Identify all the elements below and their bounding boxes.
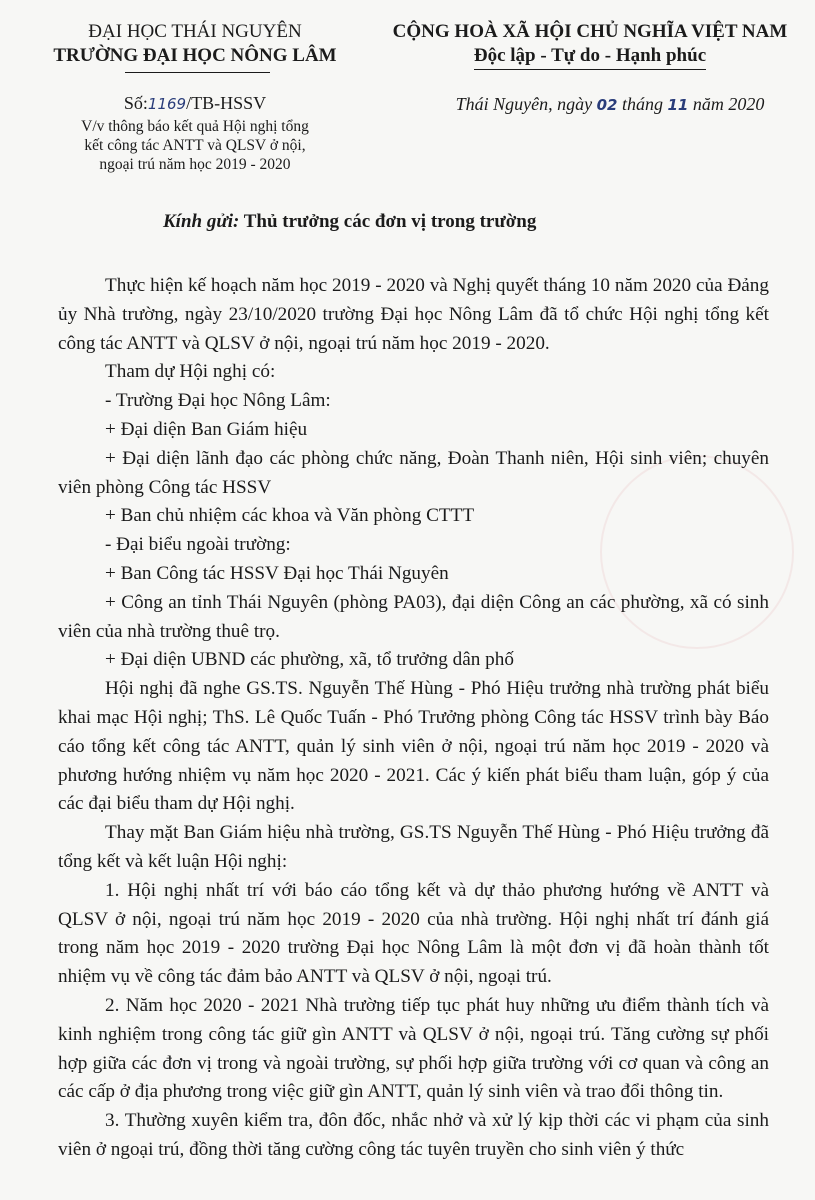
paragraph: 1. Hội nghị nhất trí với báo cáo tổng kết và dự thảo phương hướng về ANTT và QLSV ở nội, ngoại trú năm học 2019 - 2020 của nhà trường. Hội nghị nhất trí đánh giá trong năm học 2019 - 2020 trường Đại học Nông Lâm là một đơn vị đã hoàn thành tốt nhiệm vụ về công tác đảm bảo ANTT và QLSV ở nội, ngoại trú. — [58, 879, 769, 988]
salutation-recipient: Thủ trưởng các đơn vị trong trường — [239, 211, 537, 232]
handwritten-month: 11 — [667, 96, 689, 114]
issuing-org: TRƯỜNG ĐẠI HỌC NÔNG LÂM — [53, 45, 337, 66]
place-and-date: Thái Nguyên, ngày 02 tháng 11 năm 2020 — [455, 94, 765, 114]
national-motto: Độc lập - Tự do - Hạnh phúc — [474, 44, 706, 70]
paragraph: + Ban chủ nhiệm các khoa và Văn phòng CTTT — [105, 505, 475, 527]
national-title: CỘNG HOÀ XÃ HỘI CHỦ NGHĨA VIỆT NAM — [392, 21, 788, 42]
issuer-block — [30, 20, 360, 68]
national-header — [390, 20, 790, 70]
paragraph: + Đại diện Ban Giám hiệu — [105, 418, 308, 440]
document-subject: V/v thông báo kết quả Hội nghị tổng kết công tác ANTT và QLSV ở nội, ngoại trú năm học 2019 - 2020 — [81, 118, 309, 173]
handwritten-number: 1169 — [147, 95, 187, 113]
paragraph: 3. Thường xuyên kiểm tra, đôn đốc, nhắc nhở và xử lý kịp thời các vi phạm của sinh viên ở ngoại trú, đồng thời tăng cường công tác tuyên truyền cho sinh viên ý thức — [58, 1110, 769, 1160]
issuer-underline — [125, 72, 270, 73]
paragraph: - Đại biểu ngoài trường: — [105, 534, 291, 556]
paragraph: - Trường Đại học Nông Lâm: — [105, 390, 331, 412]
paragraph: Thực hiện kế hoạch năm học 2019 - 2020 và Nghị quyết tháng 10 năm 2020 của Đảng ủy Nhà trường, ngày 23/10/2020 trường Đại học Nông Lâm đã tổ chức Hội nghị tổng kết công tác ANTT và QLSV ở nội, ngoại trú năm học 2019 - 2020. — [58, 275, 769, 354]
paragraph: + Công an tỉnh Thái Nguyên (phòng PA03), đại diện Công an các phường, xã có sinh viên của nhà trường thuê trọ. — [58, 591, 769, 642]
parent-org: ĐẠI HỌC THÁI NGUYÊN — [88, 21, 302, 42]
salutation — [163, 210, 536, 234]
paragraph: + Đại diện UBND các phường, xã, tổ trưởng dân phố — [105, 649, 514, 671]
paragraph: Thay mặt Ban Giám hiệu nhà trường, GS.TS Nguyễn Thế Hùng - Phó Hiệu trưởng đã tổng kết và kết luận Hội nghị: — [58, 822, 769, 872]
document-number: Số:1169/TB-HSSV — [123, 93, 267, 113]
handwritten-day: 02 — [596, 96, 618, 114]
salutation-prefix: Kính gửi: — [163, 211, 240, 232]
paragraph: Hội nghị đã nghe GS.TS. Nguyễn Thế Hùng - Phó Hiệu trưởng nhà trường phát biểu khai mạc Hội nghị; ThS. Lê Quốc Tuấn - Phó Trưởng phòng Công tác HSSV trình bày Báo cáo tổng kết công tác ANTT, quản lý sinh viên ở nội, ngoại trú năm học 2019 - 2020 và phương hướng nhiệm vụ năm học 2020 - 2021. Các ý kiến phát biểu tham luận, góp ý của các đại biểu tham dự Hội nghị. — [58, 678, 769, 815]
paragraph: Tham dự Hội nghị có: — [105, 361, 276, 383]
document-body — [58, 272, 769, 1165]
paragraph: 2. Năm học 2020 - 2021 Nhà trường tiếp tục phát huy những ưu điểm thành tích và kinh nghiệm trong công tác giữ gìn ANTT và QLSV ở nội, ngoại trú. Tăng cường sự phối hợp giữa các đơn vị trong và ngoài trường, sự phối hợp giữa trường với cơ quan và công an các cấp ở địa phương trong việc giữ gìn ANTT, quản lý sinh viên và trao đổi thông tin. — [58, 994, 769, 1103]
paragraph: + Ban Công tác HSSV Đại học Thái Nguyên — [105, 562, 449, 584]
paragraph: + Đại diện lãnh đạo các phòng chức năng, Đoàn Thanh niên, Hội sinh viên; chuyên viên phòng Công tác HSSV — [58, 447, 769, 498]
